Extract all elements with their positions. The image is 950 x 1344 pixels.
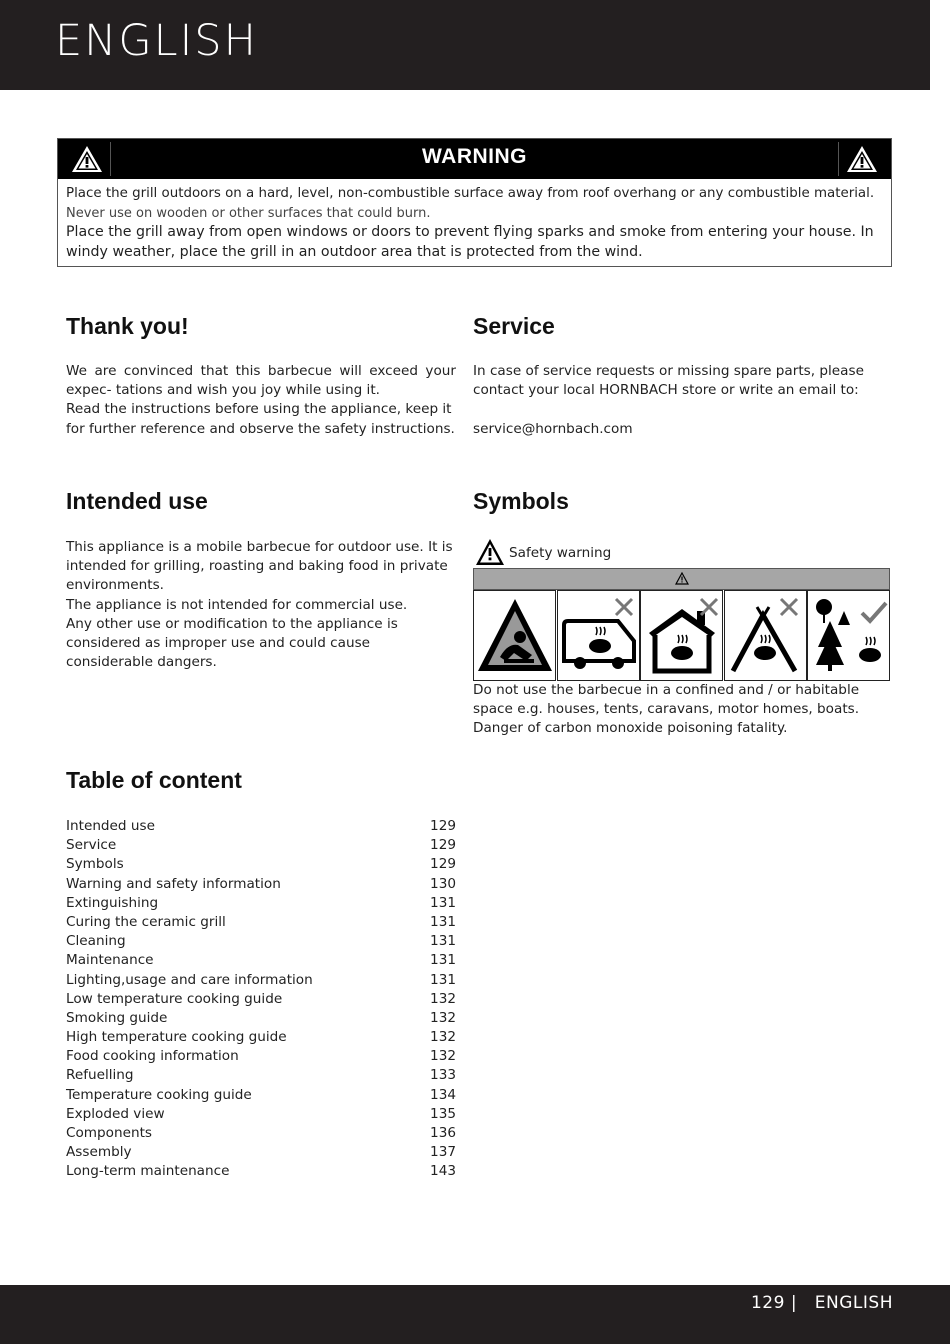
symbol-strip	[473, 568, 890, 590]
toc-label: Assembly	[66, 1144, 132, 1161]
toc-page: 132	[430, 1048, 456, 1065]
toc-heading: Table of content	[66, 767, 242, 793]
warning-triangle-icon	[838, 142, 885, 176]
toc-page: 143	[430, 1163, 456, 1180]
toc-page: 132	[430, 1009, 456, 1026]
toc-item[interactable]	[66, 1105, 456, 1124]
toc-label: Exploded view	[66, 1105, 165, 1122]
toc-page: 131	[430, 913, 456, 930]
toc-label: Extinguishing	[66, 894, 159, 911]
toc-page: 129	[430, 837, 456, 854]
toc-item[interactable]	[66, 836, 456, 855]
toc-item[interactable]	[66, 855, 456, 874]
toc-page: 134	[430, 1086, 456, 1103]
toc-page: 131	[430, 952, 456, 969]
toc-label: Long-term maintenance	[66, 1163, 230, 1180]
symbols-text: Do not use the barbecue in a confined and / or habitable space e.g. houses, tents, caravans, motor homes, boats. Danger of carbon monoxide poisoning fatality.	[473, 682, 860, 737]
paragraph: We are convinced that this barbecue will exceed your expec- tations and wish you joy while using it.	[66, 363, 456, 399]
warning-text	[66, 184, 885, 262]
paragraph: Read the instructions before using the appliance, keep it for further reference and observe the safety instructions.	[66, 401, 455, 437]
toc-label: Refuelling	[66, 1067, 134, 1084]
thank-you-text	[66, 362, 456, 439]
toc-page: 132	[430, 1029, 456, 1046]
toc-page: 131	[430, 933, 456, 950]
toc-item[interactable]	[66, 1124, 456, 1143]
toc-item[interactable]	[66, 1143, 456, 1162]
footer-language: ENGLISH	[814, 1293, 893, 1313]
toc-label: Temperature cooking guide	[66, 1086, 252, 1103]
toc-label: Cleaning	[66, 933, 126, 950]
toc-item[interactable]	[66, 990, 456, 1009]
toc-item[interactable]	[66, 1047, 456, 1066]
toc-page: 136	[430, 1125, 456, 1141]
toc-label: Curing the ceramic grill	[66, 913, 226, 930]
toc-item[interactable]	[66, 1162, 456, 1181]
paragraph: In case of service requests or missing spare parts, please contact your local HORNBACH store or write an email to:	[473, 363, 864, 399]
paragraph: Any other use or modification to the appliance is considered as improper use and could cause considerable dangers.	[66, 615, 398, 671]
thank-you-heading: Thank you!	[66, 313, 189, 339]
toc-label: Intended use	[66, 818, 155, 834]
toc-page: 133	[430, 1067, 456, 1084]
toc-item[interactable]	[66, 971, 456, 990]
tent-no-grill-icon	[724, 590, 807, 681]
toc-item[interactable]	[66, 1009, 456, 1028]
toc-page: 137	[430, 1144, 456, 1161]
toc-item[interactable]	[66, 1066, 456, 1085]
toc-item[interactable]	[66, 817, 456, 836]
page-footer	[0, 1285, 950, 1344]
toc-item[interactable]	[66, 894, 456, 913]
outdoor-grill-ok-icon	[807, 590, 890, 681]
intended-use-text	[66, 538, 458, 672]
service-text	[473, 362, 873, 439]
toc-item[interactable]	[66, 913, 456, 932]
warning-bar	[58, 139, 891, 179]
toc-page: 129	[430, 818, 456, 834]
warning-box	[57, 138, 892, 267]
toc-label: Food cooking information	[66, 1048, 239, 1065]
service-email[interactable]: service@hornbach.com	[473, 420, 633, 437]
warning-title: WARNING	[422, 145, 527, 168]
service-heading: Service	[473, 313, 555, 339]
safety-warning-icon	[474, 537, 506, 567]
caravan-no-grill-icon	[557, 590, 640, 681]
footer-text	[751, 1293, 893, 1313]
warning-line: Place the grill away from open windows or doors to prevent flying sparks and smoke from entering your house. In windy weather, place the grill in an outdoor area that is protected from the wind.	[66, 224, 874, 260]
page-title: ENGLISH	[55, 16, 258, 66]
toc-label: Lighting,usage and care information	[66, 971, 313, 988]
small-warning-icon	[675, 572, 689, 585]
paragraph: This appliance is a mobile barbecue for outdoor use. It is intended for grilling, roasting and baking food in private environments.	[66, 539, 453, 594]
toc-page: 132	[430, 990, 456, 1007]
page-header	[0, 0, 930, 90]
toc-label: Warning and safety information	[66, 875, 281, 892]
toc-label: Components	[66, 1125, 153, 1141]
symbols-heading: Symbols	[473, 488, 569, 514]
toc-label: Smoking guide	[66, 1009, 168, 1026]
page-number: 129 |	[750, 1293, 798, 1313]
toc-label: Symbols	[66, 856, 124, 873]
symbol-pictograms	[473, 590, 890, 681]
carbon-monoxide-warning-icon	[473, 590, 556, 681]
toc-label: Low temperature cooking guide	[66, 990, 283, 1007]
house-no-grill-icon	[640, 590, 723, 681]
toc-label: Maintenance	[66, 952, 154, 969]
table-of-contents	[66, 817, 456, 1182]
toc-item[interactable]	[66, 932, 456, 951]
warning-line: Never use on wooden or other surfaces that could burn.	[66, 205, 431, 221]
toc-item[interactable]	[66, 875, 456, 894]
toc-page: 130	[430, 875, 456, 892]
safety-warning-label: Safety warning	[509, 545, 612, 561]
warning-line: Place the grill outdoors on a hard, level, non-combustible surface away from roof overhang or any combustible material.	[66, 186, 875, 201]
toc-page: 131	[430, 894, 456, 911]
toc-item[interactable]	[66, 1086, 456, 1105]
toc-label: Service	[66, 837, 117, 854]
toc-label: High temperature cooking guide	[66, 1029, 287, 1046]
intended-use-heading: Intended use	[66, 488, 208, 514]
toc-item[interactable]	[66, 1028, 456, 1047]
toc-page: 131	[430, 971, 456, 988]
toc-page: 135	[430, 1105, 456, 1122]
toc-item[interactable]	[66, 951, 456, 970]
paragraph: The appliance is not intended for commercial use.	[66, 596, 408, 613]
toc-page: 129	[430, 856, 456, 873]
